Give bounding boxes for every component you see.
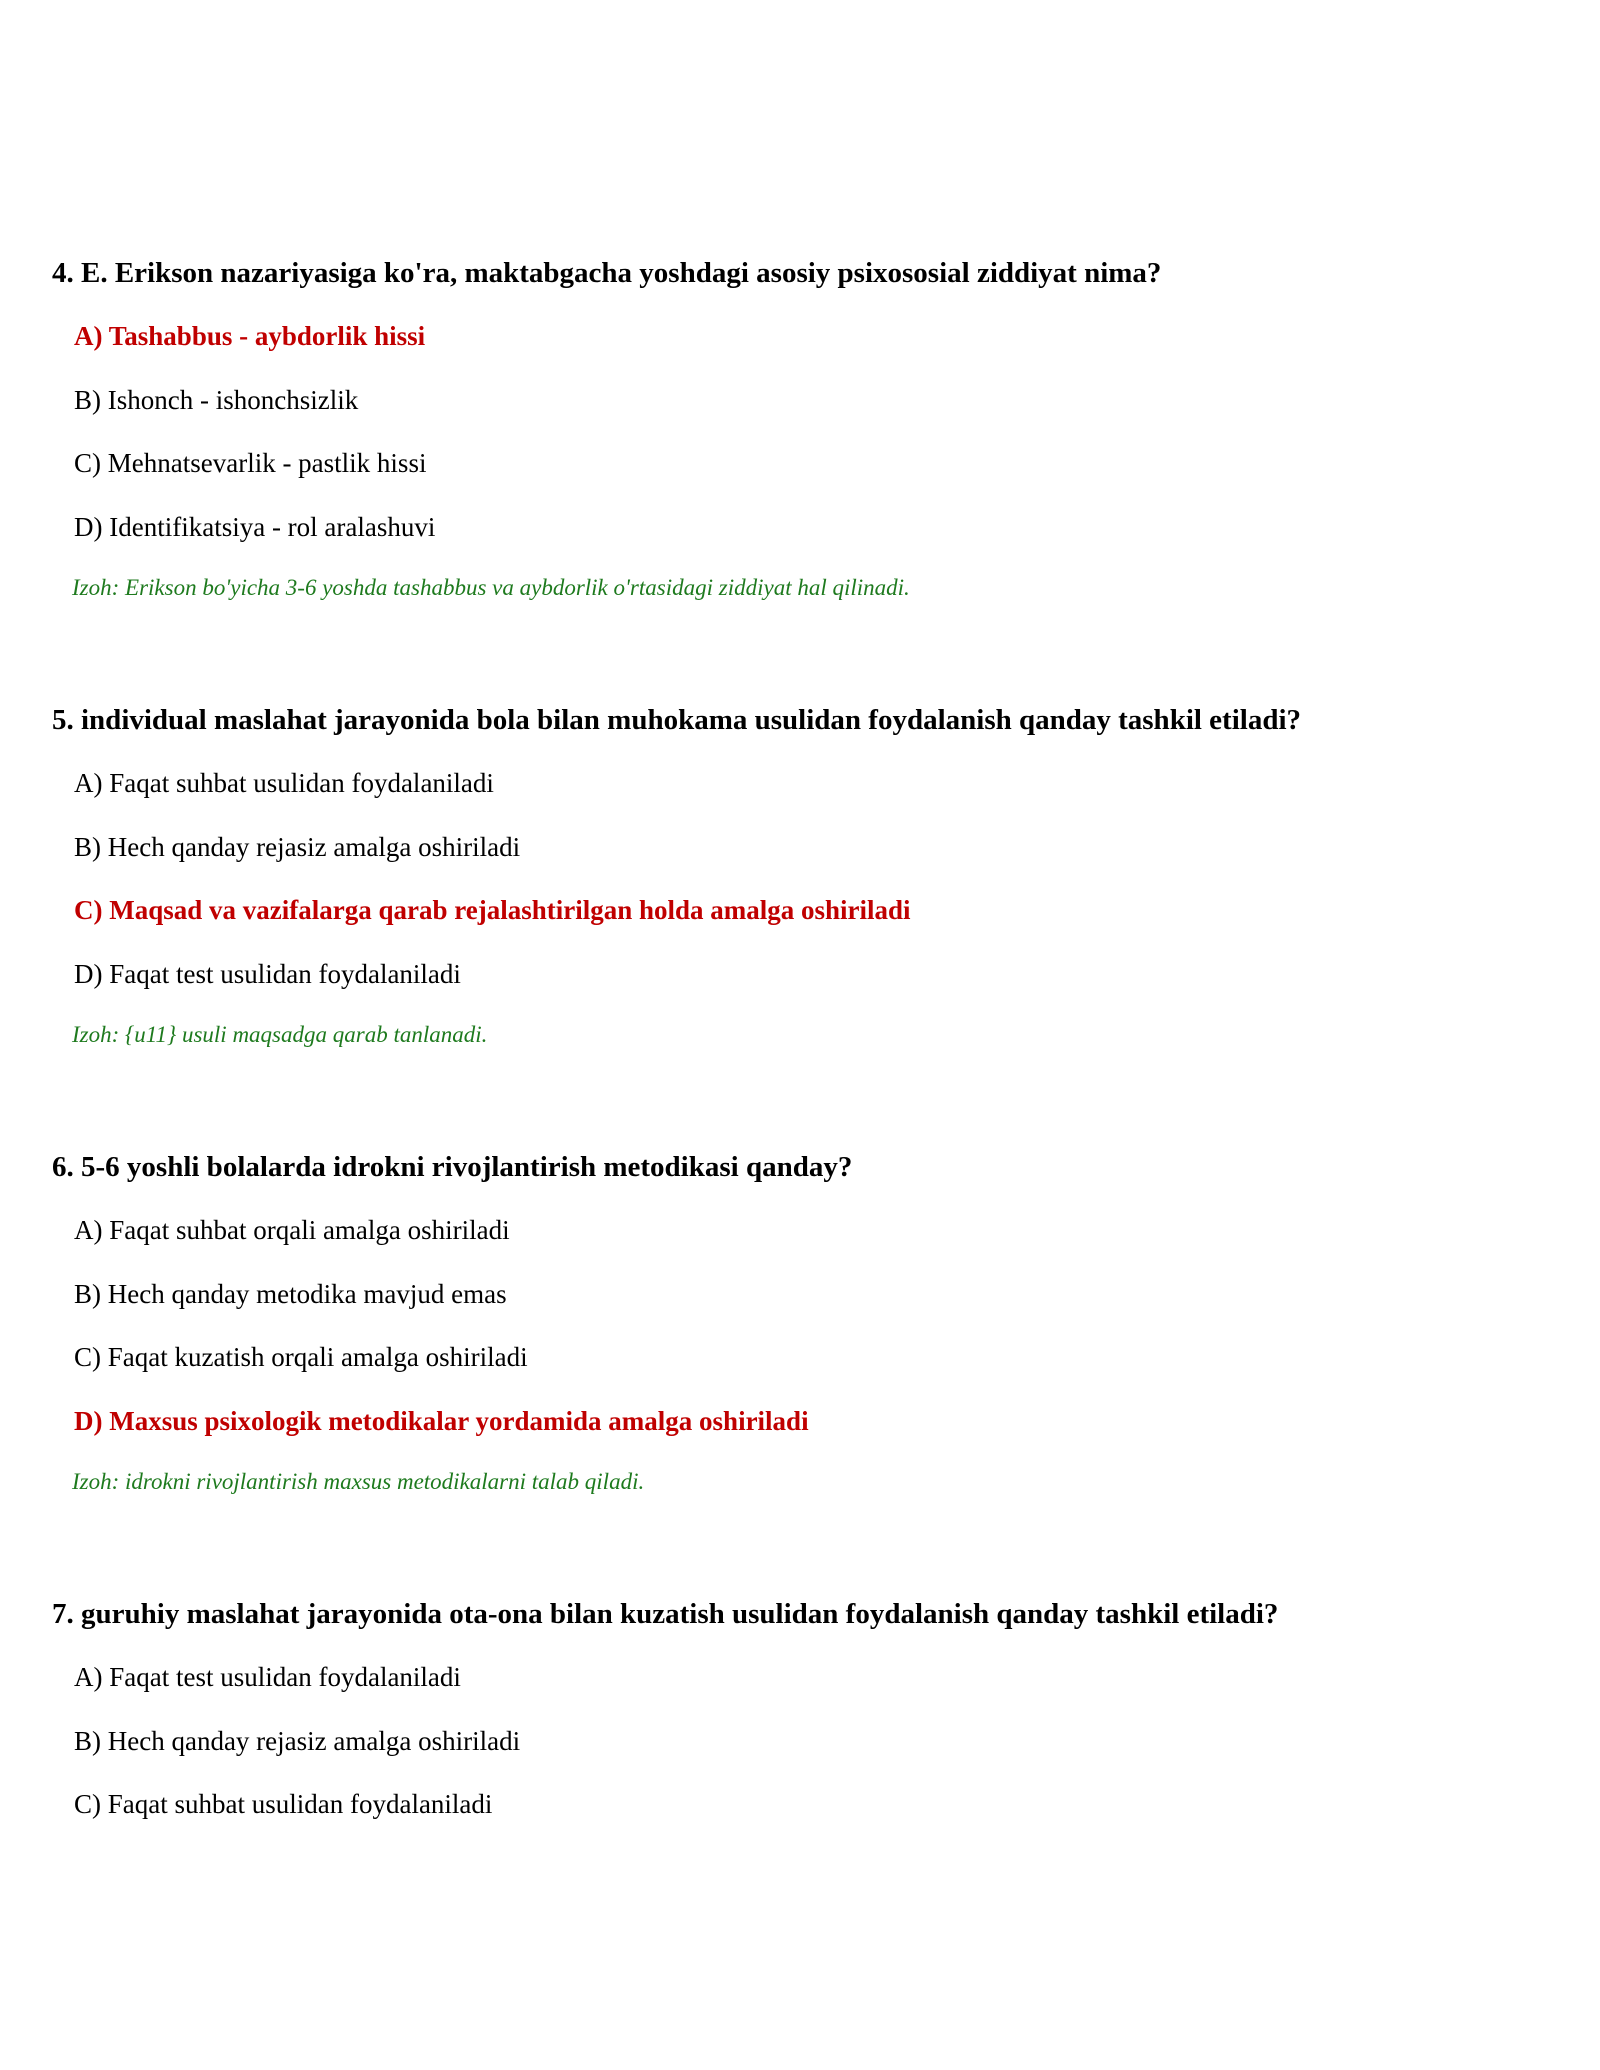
explanation-note: Izoh: idrokni rivojlantirish maxsus metodikalarni talab qiladi. <box>72 1469 645 1494</box>
option-b: B) Hech qanday metodika mavjud emas <box>74 1279 507 1309</box>
option-a: A) Faqat suhbat orqali amalga oshiriladi <box>74 1215 510 1245</box>
option-c: C) Faqat suhbat usulidan foydalaniladi <box>74 1789 493 1819</box>
explanation-note: Izoh: Erikson bo'yicha 3-6 yoshda tashabbus va aybdorlik o'rtasidagi ziddiyat hal qilinadi. <box>72 575 910 600</box>
question-title: 6. 5-6 yoshli bolalarda idrokni rivojlantirish metodikasi qanday? <box>52 1151 853 1183</box>
explanation-note: Izoh: {u11} usuli maqsadga qarab tanlanadi. <box>72 1022 488 1047</box>
option-d: D) Identifikatsiya - rol aralashuvi <box>74 512 436 542</box>
option-b: B) Hech qanday rejasiz amalga oshiriladi <box>74 832 521 862</box>
question-title: 7. guruhiy maslahat jarayonida ota-ona bilan kuzatish usulidan foydalanish qanday tashkil etiladi? <box>52 1598 1279 1630</box>
option-d-correct: D) Maxsus psixologik metodikalar yordamida amalga oshiriladi <box>74 1406 809 1436</box>
option-a: A) Faqat test usulidan foydalaniladi <box>74 1662 461 1692</box>
option-c: C) Faqat kuzatish orqali amalga oshiriladi <box>74 1342 528 1372</box>
question-4 <box>52 256 1552 600</box>
option-d: D) Faqat test usulidan foydalaniladi <box>74 959 461 989</box>
question-title: 5. individual maslahat jarayonida bola bilan muhokama usulidan foydalanish qanday tashkil etiladi? <box>52 704 1302 736</box>
question-6 <box>52 1150 1552 1494</box>
option-c-correct: C) Maqsad va vazifalarga qarab rejalashtirilgan holda amalga oshiriladi <box>74 895 911 925</box>
option-c: C) Mehnatsevarlik - pastlik hissi <box>74 448 427 478</box>
option-b: B) Hech qanday rejasiz amalga oshiriladi <box>74 1726 521 1756</box>
question-7 <box>52 1597 1552 1819</box>
option-a-correct: A) Tashabbus - aybdorlik hissi <box>74 321 426 351</box>
option-b: B) Ishonch - ishonchsizlik <box>74 385 359 415</box>
option-a: A) Faqat suhbat usulidan foydalaniladi <box>74 768 494 798</box>
question-5 <box>52 703 1552 1047</box>
question-title: 4. E. Erikson nazariyasiga ko'ra, maktabgacha yoshdagi asosiy psixososial ziddiyat nima? <box>52 257 1162 289</box>
